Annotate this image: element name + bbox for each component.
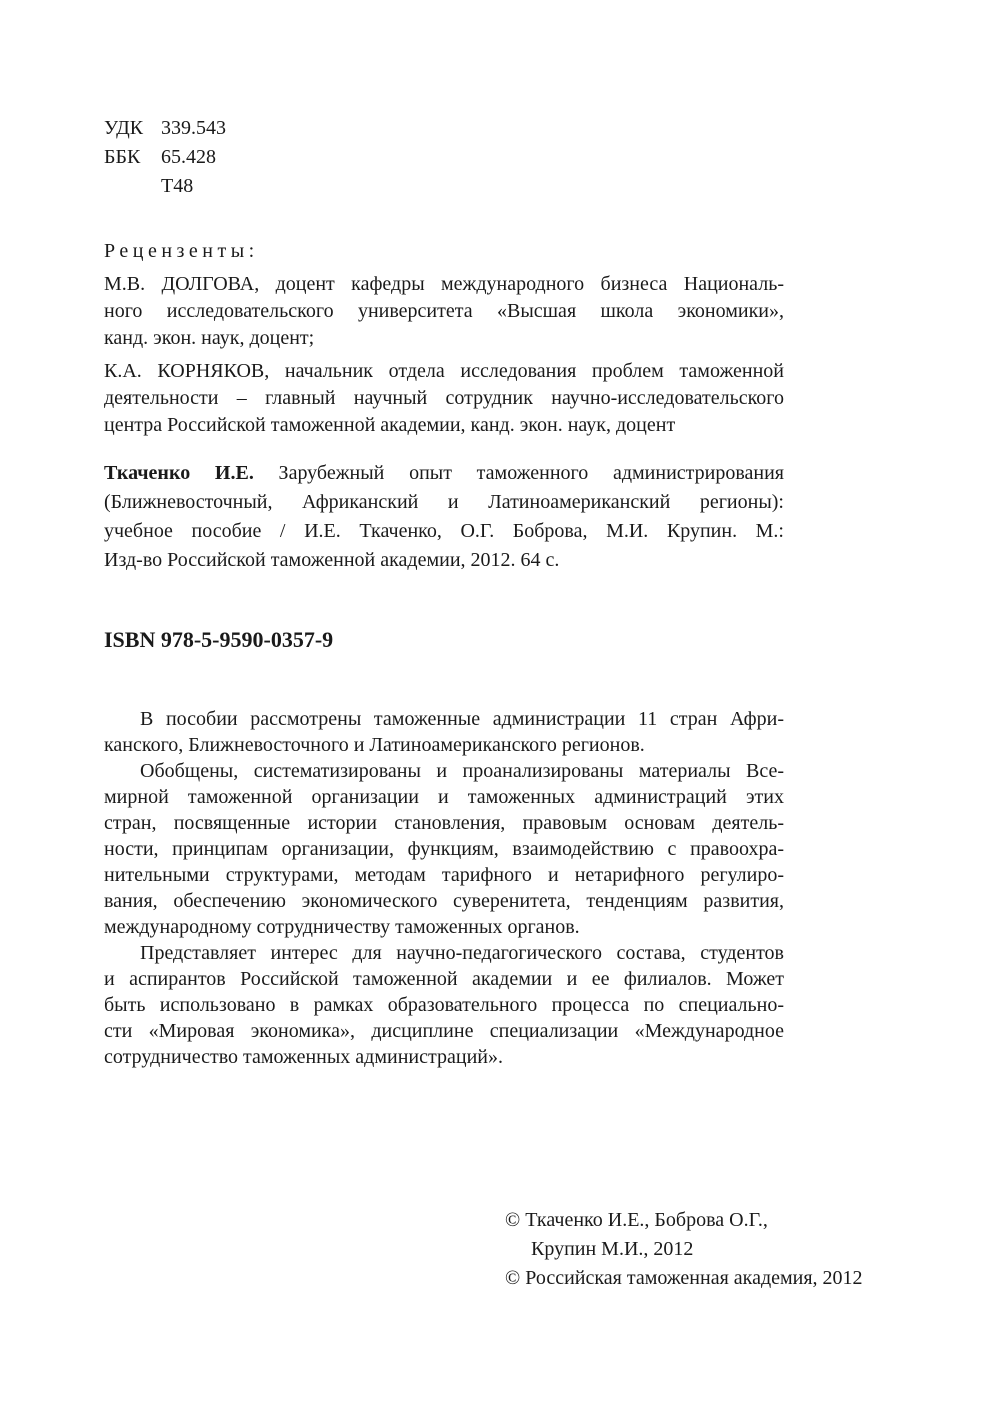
classification-codes: [104, 114, 226, 201]
abstract-paragraph-2: [104, 758, 784, 940]
bib-line: Изд-во Российской таможенной академии, 2012. 64 с.: [104, 549, 560, 571]
abstract-line: сотрудничество таможенных администраций».: [104, 1046, 503, 1068]
author-mark-row: [104, 172, 226, 201]
abstract-line: Представляет интерес для научно-педагогического состава, студентов: [140, 942, 784, 964]
abstract-line: международному сотрудничеству таможенных органов.: [104, 916, 580, 938]
bib-title-start: Зарубежный опыт таможенного администрирования: [253, 462, 784, 484]
author-mark: Т48: [161, 175, 194, 197]
reviewers-heading: Рецензенты:: [104, 240, 259, 262]
abstract-line: быть использовано в рамках образовательного процесса по специально-: [104, 994, 784, 1016]
abstract-line: и аспирантов Российской таможенной академии и ее филиалов. Может: [104, 968, 784, 990]
reviewer-1-line: канд. экон. наук, доцент;: [104, 327, 315, 349]
reviewer-1-line: ного исследовательского университета «Высшая школа экономики»,: [104, 300, 784, 322]
reviewer-1: [104, 271, 784, 352]
abstract-line: сти «Мировая экономика», дисциплине специализации «Международное: [104, 1020, 784, 1042]
copyright-line: Крупин М.И., 2012: [531, 1238, 694, 1260]
abstract-line: мирной таможенной организации и таможенных администраций этих: [104, 786, 784, 808]
abstract-line: вания, обеспечению экономического суверенитета, тенденциям развития,: [104, 890, 784, 912]
reviewer-2-line: центра Российской таможенной академии, канд. экон. наук, доцент: [104, 414, 676, 436]
reviewer-2: [104, 358, 784, 439]
reviewer-2-line: К.А. КОРНЯКОВ, начальник отдела исследования проблем таможенной: [104, 360, 784, 382]
copyright-block: [505, 1206, 863, 1293]
udk-label: УДК: [104, 117, 144, 139]
udk-row: [104, 114, 226, 143]
bib-author: Ткаченко И.Е.: [104, 462, 254, 484]
abstract-line: Обобщены, систематизированы и проанализированы материалы Все-: [140, 760, 784, 782]
abstract: [104, 706, 784, 1070]
abstract-line: стран, посвященные истории становления, правовым основам деятель-: [104, 812, 784, 834]
abstract-line: нительными структурами, методам тарифного и нетарифного регулиро-: [104, 864, 784, 886]
abstract-line: В пособии рассмотрены таможенные администрации 11 стран Афри-: [140, 708, 784, 730]
bbk-label: ББК: [104, 146, 141, 168]
bib-line: (Ближневосточный, Африканский и Латиноамериканский регионы):: [104, 491, 784, 513]
bibliographic-entry: [104, 459, 784, 575]
abstract-paragraph-3: [104, 940, 784, 1070]
reviewer-1-line: М.В. ДОЛГОВА, доцент кафедры международного бизнеса Националь-: [104, 273, 784, 295]
copyright-line: © Ткаченко И.Е., Боброва О.Г.,: [505, 1209, 768, 1231]
bbk-row: [104, 143, 226, 172]
abstract-line: ности, принципам организации, функциям, взаимодействию с правоохра-: [104, 838, 784, 860]
copyright-line: © Российская таможенная академия, 2012: [505, 1267, 863, 1289]
isbn: ISBN 978-5-9590-0357-9: [104, 627, 334, 652]
bbk-value: 65.428: [161, 146, 216, 168]
bib-line: [104, 459, 784, 488]
reviewer-2-line: деятельности – главный научный сотрудник научно-исследовательского: [104, 387, 784, 409]
reviewers-section: [104, 238, 784, 445]
udk-value: 339.543: [161, 117, 226, 139]
bib-line: учебное пособие / И.Е. Ткаченко, О.Г. Боброва, М.И. Крупин. М.:: [104, 520, 784, 542]
abstract-line: канского, Ближневосточного и Латиноамериканского регионов.: [104, 734, 645, 756]
abstract-paragraph-1: [104, 706, 784, 758]
